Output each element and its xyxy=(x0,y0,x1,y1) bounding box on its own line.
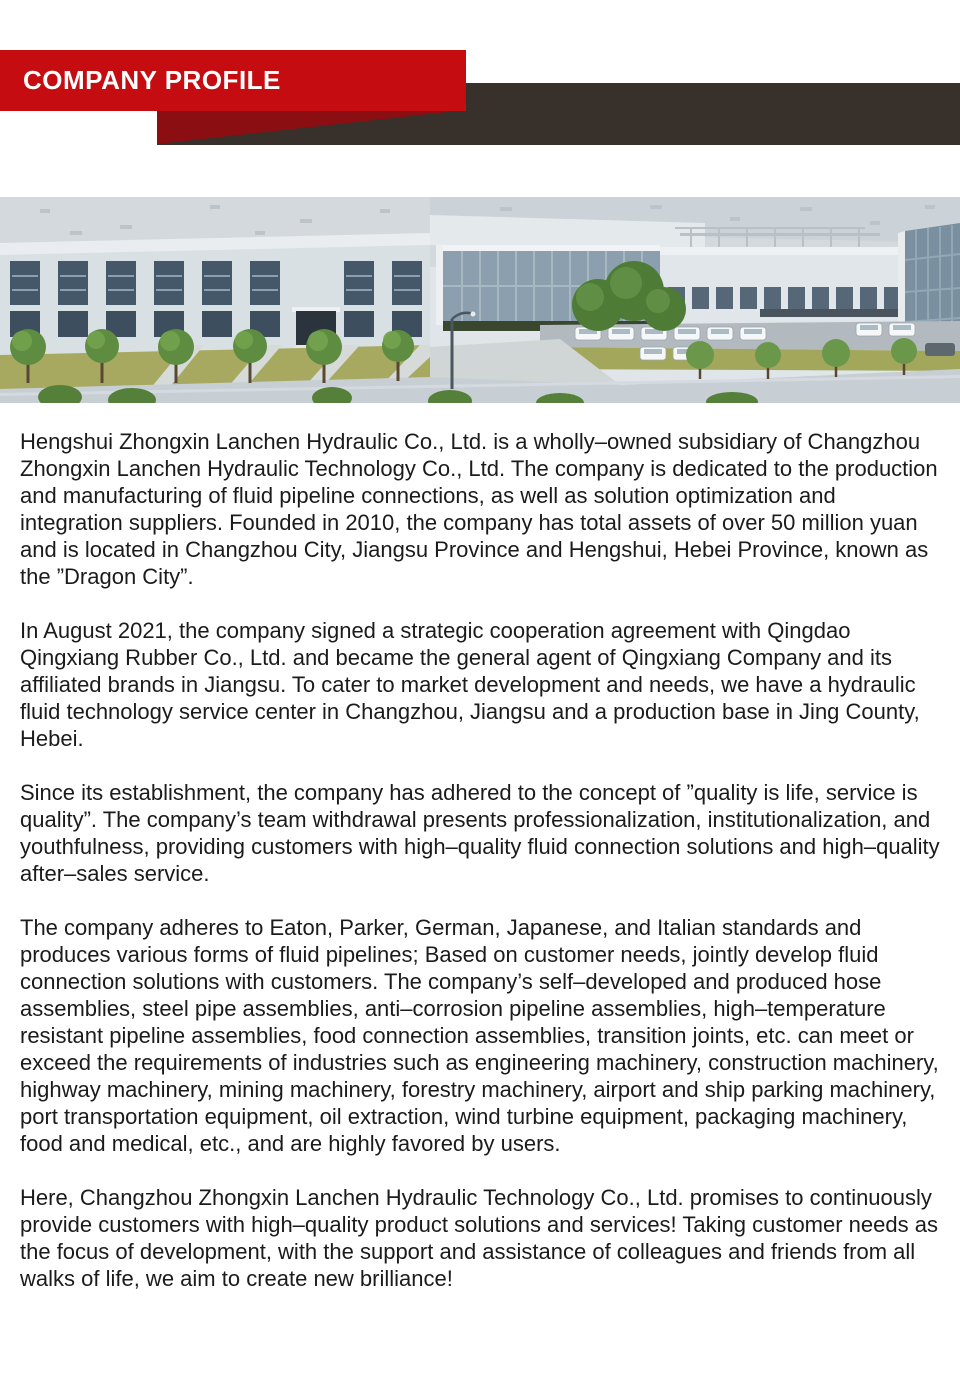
page-title: COMPANY PROFILE xyxy=(23,65,281,95)
factory-photo-svg xyxy=(0,197,960,403)
factory-aerial-photo xyxy=(0,197,960,403)
paragraph-5: Here, Changzhou Zhongxin Lanchen Hydraulic Technology Co., Ltd. promises to continuously provide customers with high–quality product solutions and services! Taking customer needs as the focus of development, with the support and assistance of colleagues and friends from all walks of life, we aim to create new brilliance! xyxy=(20,1185,938,1291)
paragraph-4: The company adheres to Eaton, Parker, German, Japanese, and Italian standards and produces various forms of fluid pipelines; Based on customer needs, jointly develop fluid connection solutions with customers. The company’s self–developed and produced hose assemblies, steel pipe assemblies, anti–corrosion pipeline assemblies, high–temperature resistant pipeline assemblies, food connection assemblies, transition joints, etc. can meet or exceed the requirements of industries such as engineering machinery, construction machinery, highway machinery, mining machinery, forestry machinery, airport and ship parking machinery, port transportation equipment, oil extraction, wind turbine equipment, packaging machinery, food and medical, etc., and are highly favored by users. xyxy=(20,915,939,1156)
company-profile-banner xyxy=(0,50,466,111)
paragraph-2: In August 2021, the company signed a strategic cooperation agreement with Qingdao Qingxiang Rubber Co., Ltd. and became the general agent of Qingxiang Company and its affiliated brands in Jiangsu. To cater to market development and needs, we have a hydraulic fluid technology service center in Changzhou, Jiangsu and a production base in Jing County, Hebei. xyxy=(20,618,920,751)
company-description xyxy=(20,428,940,1319)
paragraph-3: Since its establishment, the company has adhered to the concept of ”quality is life, service is quality”. The company’s team withdrawal presents professionalization, institutionalization, and youthfulness, providing customers with high–quality fluid connection solutions and high–quality after–sales service. xyxy=(20,780,940,886)
left-building xyxy=(0,245,430,357)
paragraph-1: Hengshui Zhongxin Lanchen Hydraulic Co., Ltd. is a wholly–owned subsidiary of Changzhou Zhongxin Lanchen Hydraulic Technology Co., Ltd. The company is dedicated to the production and manufacturing of fluid pipeline connections, as well as solution optimization and integration suppliers. Founded in 2010, the company has total assets of over 50 million yuan and is located in Changzhou City, Jiangsu Province and Hengshui, Hebei Province, known as the ”Dragon City”. xyxy=(20,429,938,589)
left-building-windows xyxy=(10,261,422,337)
